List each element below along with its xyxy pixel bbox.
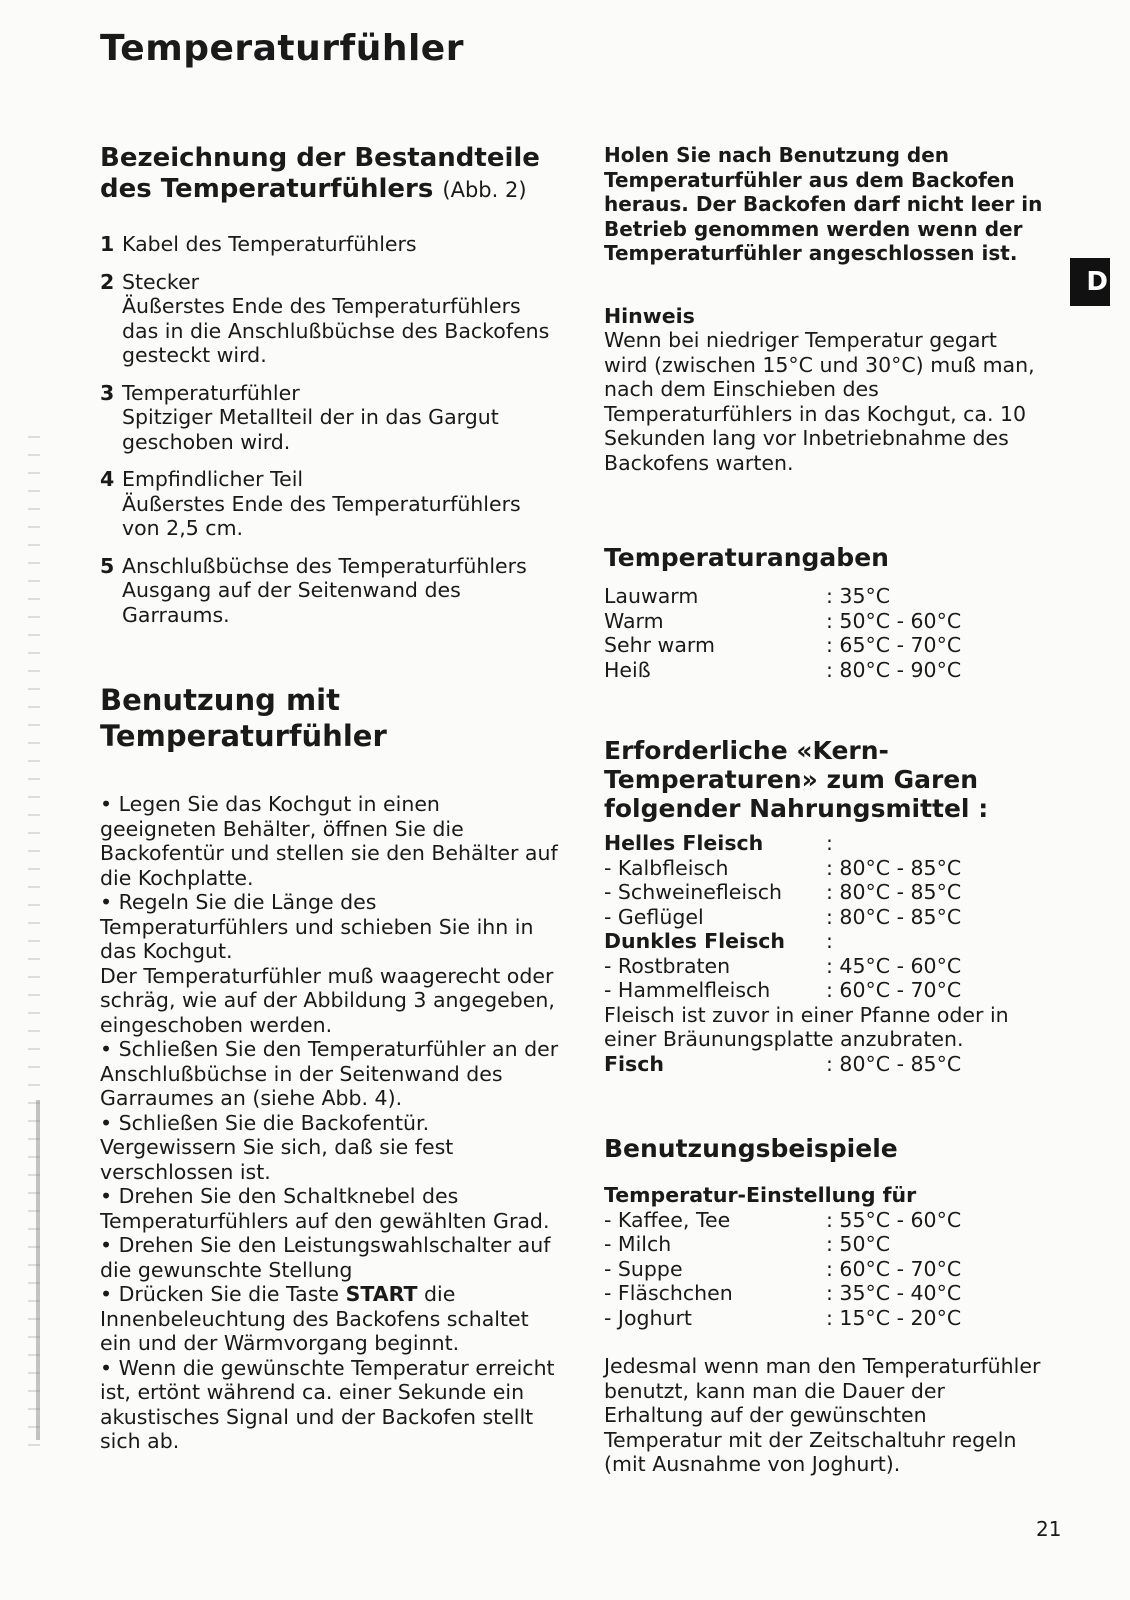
component-item: [100, 467, 560, 541]
example-temperature: : 35°C - 40°C: [826, 1281, 962, 1305]
temperature-value: : 80°C - 90°C: [826, 657, 962, 682]
usage-step: • Schließen Sie den Temperaturfühler an der Anschlußbüchse in der Seitenwand des Garraumes an (siehe Abb. 4).: [100, 1037, 559, 1110]
components-heading: [100, 143, 560, 206]
meat-category-row: [604, 831, 1044, 856]
food-label: - Hammelfleisch: [604, 978, 771, 1002]
example-temperature: : 55°C - 60°C: [826, 1207, 962, 1232]
usage-step: • Drehen Sie den Schaltknebel des Temperaturfühlers auf den gewählten Grad.: [100, 1184, 550, 1233]
component-description: Äußerstes Ende des Temperaturfühlers von 2,5 cm.: [122, 491, 521, 540]
usage-step: • Legen Sie das Kochgut in einen geeigneten Behälter, öffnen Sie die Backofentür und stellen sie den Behälter auf die Kochplatte.: [100, 792, 558, 890]
component-number: 1: [100, 232, 115, 256]
components-heading-text: Bezeichnung der Bestandteile des Temperaturfühlers: [100, 143, 540, 204]
start-prefix: • Drücken Sie die Taste: [100, 1282, 340, 1306]
temperature-value: : 35°C: [826, 584, 891, 608]
usage-step: • Regeln Sie die Länge des Temperaturfühlers und schieben Sie ihn in das Kochgut.: [100, 890, 534, 963]
component-name: Anschlußbüchse des Temperaturfühlers: [122, 553, 527, 578]
core-temperatures-section: [604, 736, 1044, 1076]
component-name: Temperaturfühler: [122, 380, 300, 405]
temperature-value: : 65°C - 70°C: [826, 633, 962, 657]
warning-text: Holen Sie nach Benutzung den Temperaturfühler aus dem Backofen heraus. Der Backofen darf nicht leer in Betrieb genommen werden wenn der Temperaturfühler angeschlossen ist.: [604, 143, 1043, 265]
temperature-row: [604, 584, 1044, 609]
usage-note: Der Temperaturfühler muß waagerecht oder schräg, wie auf der Abbildung 3 angegeben, eingeschoben werden.: [100, 963, 555, 1037]
food-temperature: : 45°C - 60°C: [826, 953, 962, 978]
component-name: Kabel des Temperaturfühlers: [122, 232, 417, 256]
start-suffix: die Innenbeleuchtung des Backofens schaltet ein und der Wärmvorgang beginnt.: [100, 1282, 529, 1355]
core-temperature-row: [604, 905, 1044, 930]
hint-label: Hinweis: [604, 303, 695, 328]
example-row: [604, 1257, 1044, 1282]
example-row: [604, 1306, 1044, 1331]
binding-strip: [36, 1100, 40, 1440]
component-description: Äußerstes Ende des Temperaturfühlers das in die Anschlußbüchse des Backofens gesteckt wird.: [122, 294, 550, 367]
usage-heading: [100, 682, 560, 754]
meat-category-value: :: [826, 831, 833, 855]
example-label: - Kaffee, Tee: [604, 1207, 731, 1232]
fish-temperature: : 80°C - 85°C: [826, 1051, 962, 1076]
temperature-row: [604, 609, 1044, 634]
food-temperature: : 80°C - 85°C: [826, 880, 962, 904]
component-item: [100, 554, 560, 628]
component-description: Spitziger Metallteil der in das Gargut geschoben wird.: [122, 405, 499, 454]
temperature-label: Sehr warm: [604, 633, 715, 657]
component-number: 2: [100, 269, 115, 294]
temperature-levels-section: [604, 543, 1044, 682]
example-row: [604, 1281, 1044, 1306]
core-heading-line1: Erforderliche «Kern-: [604, 736, 889, 765]
component-number: 3: [100, 380, 115, 405]
usage-heading-line2: Temperaturfühler: [100, 719, 387, 753]
fish-label: Fisch: [604, 1051, 664, 1076]
temperature-label: Lauwarm: [604, 584, 699, 608]
temperature-label: Heiß: [604, 657, 651, 682]
meat-category-label: Helles Fleisch: [604, 831, 764, 855]
food-label: - Rostbraten: [604, 953, 731, 978]
component-item: [100, 270, 560, 368]
usage-step: • Schließen Sie die Backofentür. Vergewissern Sie sich, daß sie fest verschlossen ist.: [100, 1110, 454, 1184]
component-item: [100, 232, 560, 257]
core-temperature-row: [604, 978, 1044, 1003]
core-heading-line3: folgender Nahrungsmittel :: [604, 794, 989, 823]
food-temperature: : 80°C - 85°C: [826, 855, 962, 880]
example-row: [604, 1232, 1044, 1257]
example-label: - Joghurt: [604, 1305, 692, 1330]
page-title: Temperaturfühler: [100, 28, 464, 69]
usage-step-start: [100, 1282, 560, 1356]
usage-step: • Drehen Sie den Leistungswahlschalter auf die gewunschte Stellung: [100, 1233, 551, 1282]
temperature-value: : 50°C - 60°C: [826, 608, 962, 633]
food-temperature: : 80°C - 85°C: [826, 904, 962, 929]
start-key: START: [345, 1282, 418, 1306]
temperature-label: Warm: [604, 608, 664, 633]
examples-closing: Jedesmal wenn man den Temperaturfühler benutzt, kann man die Dauer der Erhaltung auf der gewünschten Temperatur mit der Zeitschaltuhr regeln (mit Ausnahme von Joghurt).: [604, 1354, 1041, 1476]
meat-category-value: :: [826, 929, 833, 953]
temperature-row: [604, 658, 1044, 683]
component-number: 4: [100, 467, 115, 491]
hint-text: Wenn bei niedriger Temperatur gegart wird (zwischen 15°C und 30°C) muß man, nach dem Einschieben des Temperaturfühlers in das Kochgut, ca. 10 Sekunden lang vor Inbetriebnahme des Backofens warten.: [604, 328, 1035, 475]
component-name: Empfindlicher Teil: [122, 467, 304, 491]
page-number: 21: [1036, 1517, 1062, 1541]
examples-heading: Benutzungsbeispiele: [604, 1134, 898, 1163]
food-label: - Kalbfleisch: [604, 855, 729, 880]
examples-subheading: Temperatur-Einstellung für: [604, 1183, 917, 1207]
example-label: - Milch: [604, 1232, 672, 1256]
component-item: [100, 381, 560, 455]
left-column: [100, 143, 560, 640]
temperature-row: [604, 633, 1044, 658]
example-temperature: : 60°C - 70°C: [826, 1256, 962, 1281]
example-row: [604, 1208, 1044, 1233]
component-description: Ausgang auf der Seitenwand des Garraums.: [122, 578, 461, 627]
usage-heading-line1: Benutzung mit: [100, 683, 340, 717]
core-temperatures-heading: [604, 736, 1044, 823]
food-label: - Schweinefleisch: [604, 880, 783, 904]
example-label: - Suppe: [604, 1256, 683, 1281]
usage-step: • Wenn die gewünschte Temperatur erreicht ist, ertönt während ca. einer Sekunde ein akustisches Signal und der Backofen stellt sich ab.: [100, 1355, 555, 1453]
examples-section: [604, 1134, 1044, 1477]
temperature-levels-heading: Temperaturangaben: [604, 543, 889, 572]
component-name: Stecker: [122, 269, 200, 294]
usage-section: [100, 682, 560, 1454]
food-label: - Geflügel: [604, 904, 704, 929]
example-temperature: : 15°C - 20°C: [826, 1305, 962, 1330]
language-tab: D: [1070, 258, 1110, 306]
core-temperature-row: [604, 954, 1044, 979]
component-number: 5: [100, 553, 115, 578]
browning-note: Fleisch ist zuvor in einer Pfanne oder in einer Bräunungsplatte anzubraten.: [604, 1002, 1009, 1051]
example-temperature: : 50°C: [826, 1232, 891, 1256]
food-temperature: : 60°C - 70°C: [826, 978, 962, 1002]
example-label: - Fläschchen: [604, 1281, 733, 1305]
core-heading-line2: Temperaturen» zum Garen: [604, 765, 979, 794]
components-heading-ref: (Abb. 2): [442, 178, 527, 202]
meat-category-label: Dunkles Fleisch: [604, 929, 786, 953]
core-temperature-row: [604, 856, 1044, 881]
components-list: [100, 232, 560, 627]
fish-row: [604, 1052, 1044, 1077]
core-temperature-row: [604, 880, 1044, 905]
meat-category-row: [604, 929, 1044, 954]
right-column: [604, 143, 1044, 475]
